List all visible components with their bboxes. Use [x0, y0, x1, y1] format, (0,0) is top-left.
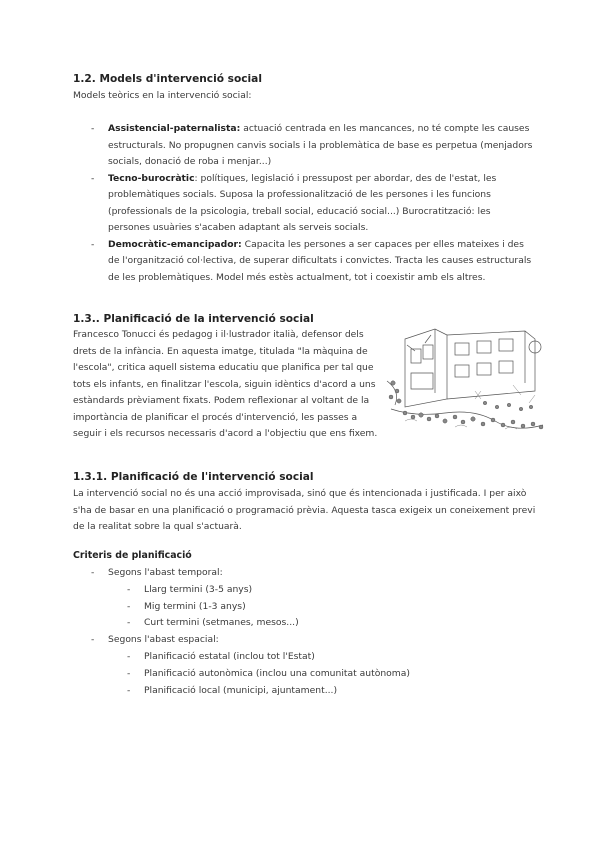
list-item [73, 632, 543, 699]
list-item: - Planificació estatal (inclou tot l'Estat) [73, 649, 543, 666]
model-text: Capacita les persones a ser capaces per elles mateixes i des de l'organització col·lectiva, de superar dificultats i convictes. Tracta les causes estructurals de les problemàtiques. Model més estès actualment, tot i coexistir amb els altres. [108, 238, 532, 283]
model-text: : polítiques, legislació i pressupost per abordar, des de l'estat, les problemàtiques socials. Suposa la professionalització de les persones i les funcions (professionals de la psicologia, treball social, educació social...) Burocratització: les persones usuàries s'acaben adaptant als serveis socials. [108, 172, 497, 233]
list-item: - Mig termini (1-3 anys) [73, 599, 543, 616]
list-item: - Planificació local (municipi, ajuntament...) [73, 683, 543, 700]
model-text: actuació centrada en les mancances, no té compte les causes estructurals. No propugnen canvis socials i la problemàtica de base es perpetua (menjadors socials, donació de roba i menjar...) [108, 123, 533, 167]
model-name: Democràtic-emancipador: [108, 238, 242, 250]
models-intro: Models teòrics en la intervenció social: [73, 90, 252, 101]
criteria-sublist [108, 649, 543, 699]
list-item: - Planificació autonòmica (inclou una comunitat autònoma) [73, 666, 543, 683]
section-title-models: 1.2. Models d'intervenció social [73, 73, 262, 85]
planificacio-paragraph: La intervenció social no és una acció improvisada, sinó que és intencionada i justificada. I per això s'ha de basar en una planificació o programació prèvia. Aquesta tasca exigeix un coneixement previ de la realitat sobre la qual s'actuarà. [73, 488, 536, 532]
criteria-label: Segons l'abast temporal: [108, 567, 223, 578]
criteria-title: Criteris de planificació [73, 550, 192, 561]
model-name: Tecno-burocràtic [108, 172, 195, 184]
list-item: - Curt termini (setmanes, mesos...) [73, 615, 543, 632]
section-title-planificacio-intervencio: 1.3.1. Planificació de l'intervenció social [73, 471, 314, 483]
school-machine-illustration [385, 321, 547, 433]
list-item [73, 237, 535, 287]
section-title-planificacio: 1.3.. Planificació de la intervenció social [73, 313, 314, 325]
list-item [73, 121, 535, 171]
tonucci-paragraph: Francesco Tonucci és pedagog i il·lustrador italià, defensor dels drets de la infància. En aquesta imatge, titulada "la màquina de l'escola", critica aquell sistema educatiu que planifica per tal que tots els infants, en finalitzar l'escola, siguin idèntics d'acord a uns estàndards prèviament fixats. Podem reflexionar al voltant de la importància de planificar el procés d'intervenció, les passes a seguir i els recursos necessaris d'acord a l'objectiu que ens fixem. [73, 329, 378, 439]
list-item: - Llarg termini (3-5 anys) [73, 582, 543, 599]
list-item [73, 565, 543, 632]
criteria-sublist [108, 582, 543, 632]
models-list [73, 121, 535, 286]
model-name: Assistencial-paternalista: [108, 123, 241, 134]
criteria-label: Segons l'abast espacial: [108, 634, 219, 646]
list-item [73, 171, 535, 237]
criteria-list [73, 565, 543, 699]
